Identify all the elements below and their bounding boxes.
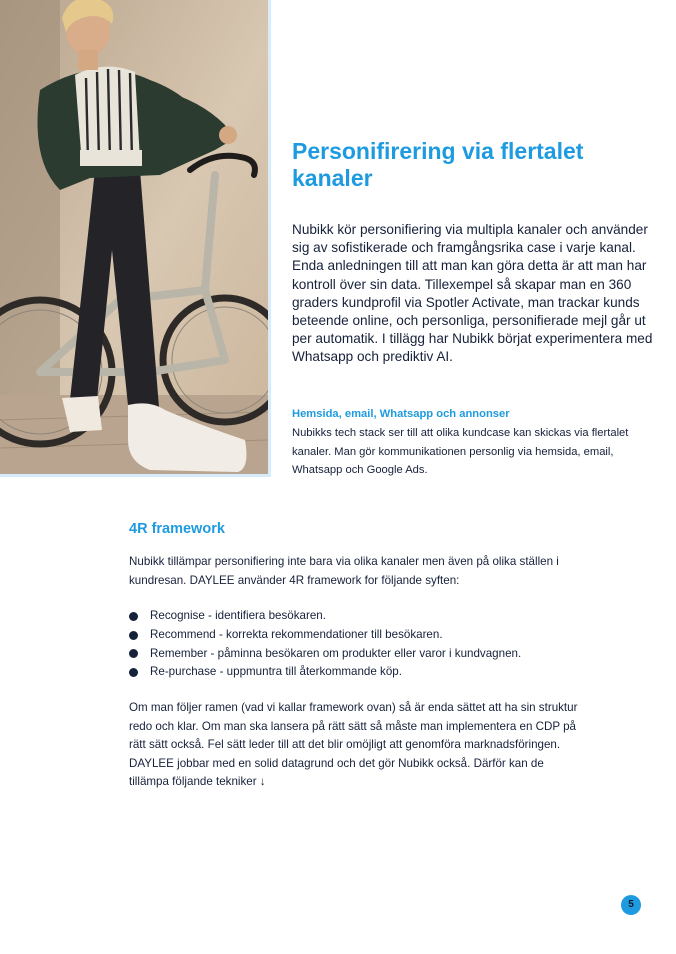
bullet-icon <box>129 631 138 640</box>
bullet-text: Re-purchase - uppmuntra till återkommande köp. <box>150 665 402 679</box>
bullet-text: Recognise - identifiera besökaren. <box>150 609 326 622</box>
bullet-text: Recommend - korrekta rekommendationer till besökaren. <box>150 627 443 641</box>
bullet-icon <box>129 612 138 621</box>
page-number-badge: 5 <box>621 895 641 915</box>
channels-subheading: Hemsida, email, Whatsapp och annonser <box>292 408 510 420</box>
bullet-icon <box>129 668 138 677</box>
list-item <box>129 663 589 682</box>
channels-paragraph: Nubikks tech stack ser till att olika kundcase kan skickas via flertalet kanaler. Man gör kommunikationen personlig via hemsida, email, Whatsapp och Google Ads. <box>292 427 629 477</box>
framework-intro: Nubikk tillämpar personifiering inte bara via olika kanaler men även på olika ställen i kundresan. DAYLEE använder 4R framework for följande syften: <box>129 555 559 587</box>
list-item <box>129 607 589 626</box>
hero-photo <box>0 0 271 477</box>
bullet-text: Remember - påminna besökaren om produkter eller varor i kundvagnen. <box>150 646 522 660</box>
man-with-bicycle-illustration <box>0 0 268 474</box>
intro-paragraph: Nubikk kör personifiering via multipla kanaler och använder sig av sofistikerade och framgångsrika case i varje kanal. Enda anledningen till att man kan göra detta är att man har kontroll över sin data. Tillexempel så skapar man en 360 graders kundprofil via Spotler Activate, man trackar kunds beteende online, och personliga, personifierade mejl går ut per automatik. I tillägg har Nubikk börjat experimentera med Whatsapp och prediktiv AI. <box>292 222 653 365</box>
closing-paragraph: Om man följer ramen (vad vi kallar framework ovan) så är enda sättet att ha sin struktur redo och klar. Om man ska lansera på rätt sätt så måste man implementera en CDP på rätt sätt också. Fel sätt leder till att det blir omöjligt att genomföra marknadsföringen. DAYLEE jobbar med en solid datagrund och det gör Nubikk också. Därför kan de tillämpa följande tekniker ↓ <box>129 701 578 789</box>
bullet-icon <box>129 649 138 658</box>
list-item <box>129 645 589 664</box>
framework-heading: 4R framework <box>129 521 225 537</box>
list-item <box>129 626 589 645</box>
framework-bullet-list <box>129 607 589 682</box>
page-heading: Personifirering via flertalet kanaler <box>292 138 584 191</box>
